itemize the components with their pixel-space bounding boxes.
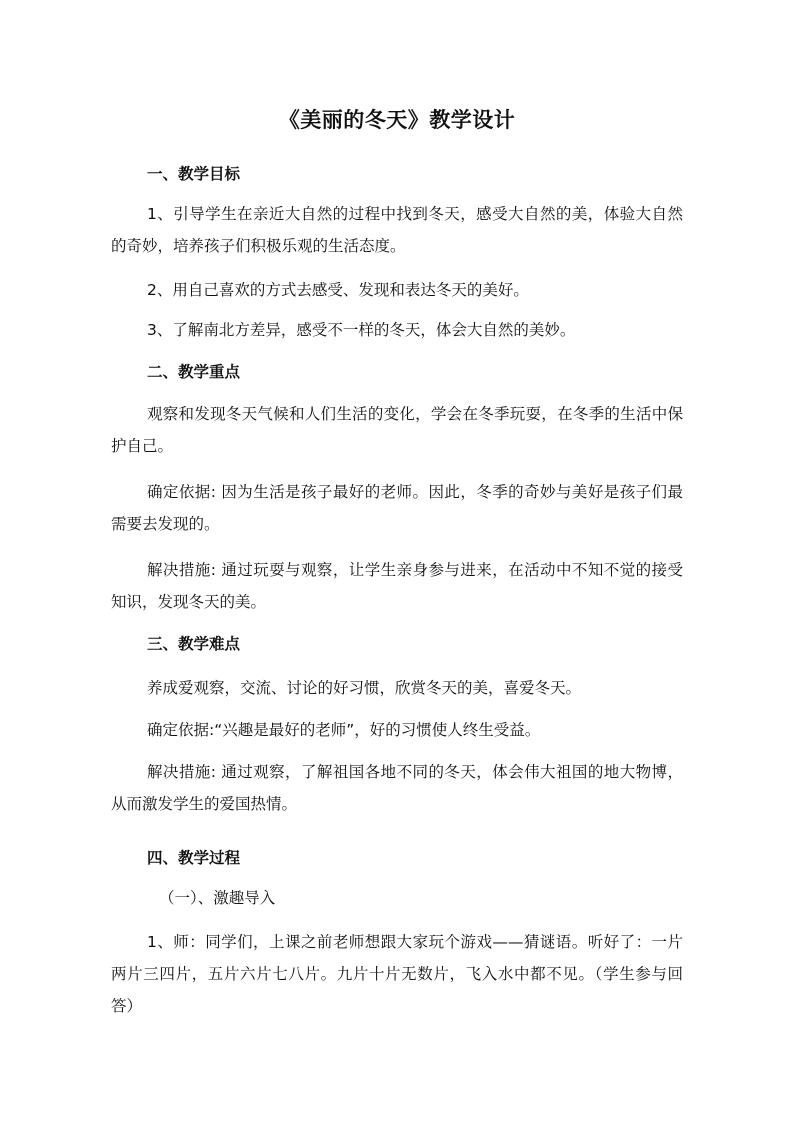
section-heading-key-points: 二、教学重点 (147, 363, 241, 381)
paragraph-key-point-measures: 解决措施: 通过玩耍与观察，让学生亲身参与进来，在活动中不知不觉的接受知识，发现冬天的美。 (111, 561, 683, 611)
paragraph-difficulty-basis: 确定依据:“兴趣是最好的老师”，好的习惯使人终生受益。 (147, 721, 541, 739)
subsection-introduction: （一）、激趣导入 (159, 889, 276, 907)
paragraph-difficulty-measures: 解决措施: 通过观察，了解祖国各地不同的冬天，体会伟大祖国的地大物博，从而激发学生的爱国热情。 (111, 763, 683, 813)
paragraph-objective-2: 2、用自己喜欢的方式去感受、发现和表达冬天的美好。 (147, 281, 529, 299)
paragraph-objective-1: 1、引导学生在亲近大自然的过程中找到冬天，感受大自然的美，体验大自然的奇妙，培养孩子们积极乐观的生活态度。 (111, 205, 683, 255)
paragraph-key-point: 观察和发现冬天气候和人们生活的变化，学会在冬季玩耍，在冬季的生活中保护自己。 (111, 405, 683, 455)
paragraph-objective-3: 3、了解南北方差异，感受不一样的冬天，体会大自然的美妙。 (147, 321, 576, 339)
document-title: 《美丽的冬天》教学设计 (278, 108, 516, 132)
section-heading-objectives: 一、教学目标 (147, 165, 241, 183)
paragraph-difficulty: 养成爱观察，交流、讨论的好习惯，欣赏冬天的美，喜爱冬天。 (147, 679, 582, 697)
section-heading-difficulties: 三、教学难点 (147, 635, 241, 653)
paragraph-process-1: 1、师：同学们，上课之前老师想跟大家玩个游戏——猜谜语。听好了：一片两片三四片，五片六片七八片。九片十片无数片，飞入水中都不见。（学生参与回答） (111, 933, 683, 1015)
section-heading-process: 四、教学过程 (147, 849, 241, 867)
paragraph-key-point-basis: 确定依据: 因为生活是孩子最好的老师。因此，冬季的奇妙与美好是孩子们最需要去发现的。 (111, 483, 683, 533)
